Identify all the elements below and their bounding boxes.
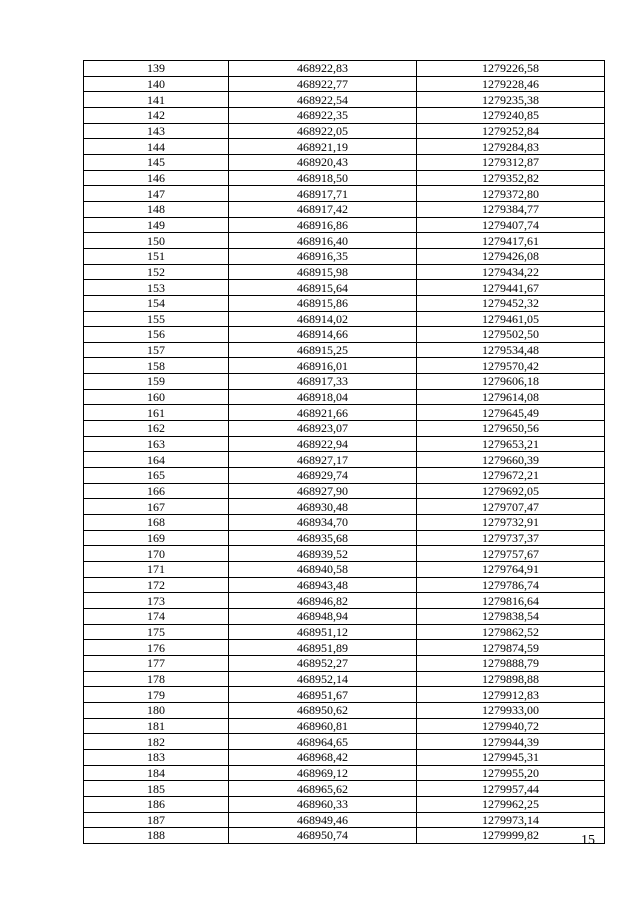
y-coordinate-cell: 1279502,50 [417, 327, 605, 343]
point-number-cell: 146 [84, 170, 229, 186]
x-coordinate-cell: 468960,33 [229, 796, 417, 812]
y-coordinate-cell: 1279660,39 [417, 452, 605, 468]
point-number-cell: 145 [84, 154, 229, 170]
table-row [84, 765, 605, 781]
y-coordinate-cell: 1279645,49 [417, 405, 605, 421]
point-number-cell: 158 [84, 358, 229, 374]
y-coordinate-cell: 1279707,47 [417, 499, 605, 515]
table-row [84, 139, 605, 155]
point-number-cell: 151 [84, 248, 229, 264]
x-coordinate-cell: 468927,17 [229, 452, 417, 468]
y-coordinate-cell: 1279838,54 [417, 608, 605, 624]
table-row [84, 264, 605, 280]
y-coordinate-cell: 1279352,82 [417, 170, 605, 186]
y-coordinate-cell: 1279888,79 [417, 655, 605, 671]
y-coordinate-cell: 1279240,85 [417, 107, 605, 123]
table-row [84, 749, 605, 765]
table-row [84, 655, 605, 671]
y-coordinate-cell: 1279957,44 [417, 781, 605, 797]
y-coordinate-cell: 1279933,00 [417, 702, 605, 718]
point-number-cell: 181 [84, 718, 229, 734]
point-number-cell: 157 [84, 342, 229, 358]
x-coordinate-cell: 468915,98 [229, 264, 417, 280]
point-number-cell: 152 [84, 264, 229, 280]
x-coordinate-cell: 468949,46 [229, 812, 417, 828]
y-coordinate-cell: 1279614,08 [417, 389, 605, 405]
x-coordinate-cell: 468968,42 [229, 749, 417, 765]
y-coordinate-cell: 1279226,58 [417, 61, 605, 77]
y-coordinate-cell: 1279945,31 [417, 749, 605, 765]
y-coordinate-cell: 1279786,74 [417, 577, 605, 593]
table-row [84, 421, 605, 437]
y-coordinate-cell: 1279672,21 [417, 468, 605, 484]
table-row [84, 374, 605, 390]
point-number-cell: 149 [84, 217, 229, 233]
point-number-cell: 159 [84, 374, 229, 390]
point-number-cell: 150 [84, 233, 229, 249]
point-number-cell: 147 [84, 186, 229, 202]
table-row [84, 546, 605, 562]
x-coordinate-cell: 468951,89 [229, 640, 417, 656]
table-row [84, 577, 605, 593]
point-number-cell: 143 [84, 123, 229, 139]
point-number-cell: 174 [84, 608, 229, 624]
x-coordinate-cell: 468914,02 [229, 311, 417, 327]
table-row [84, 389, 605, 405]
x-coordinate-cell: 468948,94 [229, 608, 417, 624]
point-number-cell: 142 [84, 107, 229, 123]
x-coordinate-cell: 468950,74 [229, 828, 417, 844]
y-coordinate-cell: 1279407,74 [417, 217, 605, 233]
y-coordinate-cell: 1279912,83 [417, 687, 605, 703]
y-coordinate-cell: 1279372,80 [417, 186, 605, 202]
point-number-cell: 153 [84, 280, 229, 296]
point-number-cell: 173 [84, 593, 229, 609]
table-row [84, 186, 605, 202]
y-coordinate-cell: 1279653,21 [417, 436, 605, 452]
page-number: 15 [581, 833, 595, 848]
table-row [84, 61, 605, 77]
x-coordinate-cell: 468922,54 [229, 92, 417, 108]
point-number-cell: 155 [84, 311, 229, 327]
table-row [84, 468, 605, 484]
y-coordinate-cell: 1279384,77 [417, 201, 605, 217]
point-number-cell: 170 [84, 546, 229, 562]
point-number-cell: 171 [84, 562, 229, 578]
y-coordinate-cell: 1279434,22 [417, 264, 605, 280]
y-coordinate-cell: 1279228,46 [417, 76, 605, 92]
x-coordinate-cell: 468914,66 [229, 327, 417, 343]
y-coordinate-cell: 1279764,91 [417, 562, 605, 578]
y-coordinate-cell: 1279816,64 [417, 593, 605, 609]
point-number-cell: 144 [84, 139, 229, 155]
x-coordinate-cell: 468940,58 [229, 562, 417, 578]
y-coordinate-cell: 1279312,87 [417, 154, 605, 170]
y-coordinate-cell: 1279862,52 [417, 624, 605, 640]
x-coordinate-cell: 468918,04 [229, 389, 417, 405]
x-coordinate-cell: 468922,05 [229, 123, 417, 139]
table-row [84, 608, 605, 624]
x-coordinate-cell: 468916,01 [229, 358, 417, 374]
x-coordinate-cell: 468921,66 [229, 405, 417, 421]
x-coordinate-cell: 468952,14 [229, 671, 417, 687]
x-coordinate-cell: 468950,62 [229, 702, 417, 718]
point-number-cell: 169 [84, 530, 229, 546]
y-coordinate-cell: 1279426,08 [417, 248, 605, 264]
x-coordinate-cell: 468952,27 [229, 655, 417, 671]
table-row [84, 233, 605, 249]
y-coordinate-cell: 1279461,05 [417, 311, 605, 327]
x-coordinate-cell: 468922,83 [229, 61, 417, 77]
x-coordinate-cell: 468922,35 [229, 107, 417, 123]
point-number-cell: 172 [84, 577, 229, 593]
x-coordinate-cell: 468916,35 [229, 248, 417, 264]
x-coordinate-cell: 468946,82 [229, 593, 417, 609]
table-row [84, 640, 605, 656]
y-coordinate-cell: 1279606,18 [417, 374, 605, 390]
table-row [84, 483, 605, 499]
table-row [84, 530, 605, 546]
table-row [84, 718, 605, 734]
x-coordinate-cell: 468917,42 [229, 201, 417, 217]
table-row [84, 107, 605, 123]
table-row [84, 734, 605, 750]
y-coordinate-cell: 1279650,56 [417, 421, 605, 437]
table-row [84, 154, 605, 170]
x-coordinate-cell: 468969,12 [229, 765, 417, 781]
table-row [84, 342, 605, 358]
table-row [84, 702, 605, 718]
table-row [84, 812, 605, 828]
x-coordinate-cell: 468922,94 [229, 436, 417, 452]
point-number-cell: 176 [84, 640, 229, 656]
point-number-cell: 156 [84, 327, 229, 343]
point-number-cell: 167 [84, 499, 229, 515]
y-coordinate-cell: 1279898,88 [417, 671, 605, 687]
point-number-cell: 164 [84, 452, 229, 468]
table-row [84, 358, 605, 374]
table-row [84, 781, 605, 797]
point-number-cell: 175 [84, 624, 229, 640]
table-row [84, 76, 605, 92]
y-coordinate-cell: 1279284,83 [417, 139, 605, 155]
point-number-cell: 168 [84, 515, 229, 531]
y-coordinate-cell: 1279874,59 [417, 640, 605, 656]
y-coordinate-cell: 1279757,67 [417, 546, 605, 562]
table-row [84, 295, 605, 311]
x-coordinate-cell: 468930,48 [229, 499, 417, 515]
table-row [84, 452, 605, 468]
table-row [84, 796, 605, 812]
y-coordinate-cell: 1279940,72 [417, 718, 605, 734]
point-number-cell: 187 [84, 812, 229, 828]
x-coordinate-cell: 468929,74 [229, 468, 417, 484]
x-coordinate-cell: 468915,86 [229, 295, 417, 311]
x-coordinate-cell: 468921,19 [229, 139, 417, 155]
table-row [84, 624, 605, 640]
table-row [84, 828, 605, 844]
y-coordinate-cell: 1279737,37 [417, 530, 605, 546]
x-coordinate-cell: 468960,81 [229, 718, 417, 734]
x-coordinate-cell: 468918,50 [229, 170, 417, 186]
coordinates-table-body [84, 61, 605, 844]
point-number-cell: 188 [84, 828, 229, 844]
table-row [84, 562, 605, 578]
x-coordinate-cell: 468917,33 [229, 374, 417, 390]
y-coordinate-cell: 1279955,20 [417, 765, 605, 781]
y-coordinate-cell: 1279534,48 [417, 342, 605, 358]
x-coordinate-cell: 468939,52 [229, 546, 417, 562]
point-number-cell: 178 [84, 671, 229, 687]
point-number-cell: 161 [84, 405, 229, 421]
table-row [84, 436, 605, 452]
y-coordinate-cell: 1279962,25 [417, 796, 605, 812]
point-number-cell: 140 [84, 76, 229, 92]
table-row [84, 499, 605, 515]
x-coordinate-cell: 468951,12 [229, 624, 417, 640]
point-number-cell: 184 [84, 765, 229, 781]
coordinates-table [83, 60, 605, 844]
x-coordinate-cell: 468923,07 [229, 421, 417, 437]
x-coordinate-cell: 468927,90 [229, 483, 417, 499]
table-row [84, 201, 605, 217]
point-number-cell: 186 [84, 796, 229, 812]
point-number-cell: 185 [84, 781, 229, 797]
point-number-cell: 154 [84, 295, 229, 311]
x-coordinate-cell: 468943,48 [229, 577, 417, 593]
table-row [84, 593, 605, 609]
point-number-cell: 177 [84, 655, 229, 671]
x-coordinate-cell: 468964,65 [229, 734, 417, 750]
x-coordinate-cell: 468920,43 [229, 154, 417, 170]
point-number-cell: 179 [84, 687, 229, 703]
table-row [84, 217, 605, 233]
x-coordinate-cell: 468916,40 [229, 233, 417, 249]
point-number-cell: 163 [84, 436, 229, 452]
x-coordinate-cell: 468915,64 [229, 280, 417, 296]
table-row [84, 170, 605, 186]
table-row [84, 123, 605, 139]
x-coordinate-cell: 468917,71 [229, 186, 417, 202]
table-row [84, 687, 605, 703]
y-coordinate-cell: 1279252,84 [417, 123, 605, 139]
point-number-cell: 160 [84, 389, 229, 405]
y-coordinate-cell: 1279999,82 [417, 828, 605, 844]
point-number-cell: 183 [84, 749, 229, 765]
x-coordinate-cell: 468934,70 [229, 515, 417, 531]
table-row [84, 311, 605, 327]
y-coordinate-cell: 1279973,14 [417, 812, 605, 828]
table-row [84, 671, 605, 687]
point-number-cell: 182 [84, 734, 229, 750]
point-number-cell: 148 [84, 201, 229, 217]
point-number-cell: 180 [84, 702, 229, 718]
y-coordinate-cell: 1279235,38 [417, 92, 605, 108]
point-number-cell: 166 [84, 483, 229, 499]
x-coordinate-cell: 468951,67 [229, 687, 417, 703]
table-row [84, 92, 605, 108]
y-coordinate-cell: 1279417,61 [417, 233, 605, 249]
x-coordinate-cell: 468915,25 [229, 342, 417, 358]
y-coordinate-cell: 1279441,67 [417, 280, 605, 296]
x-coordinate-cell: 468916,86 [229, 217, 417, 233]
table-row [84, 515, 605, 531]
y-coordinate-cell: 1279452,32 [417, 295, 605, 311]
point-number-cell: 165 [84, 468, 229, 484]
table-row [84, 405, 605, 421]
point-number-cell: 162 [84, 421, 229, 437]
table-row [84, 327, 605, 343]
y-coordinate-cell: 1279692,05 [417, 483, 605, 499]
y-coordinate-cell: 1279732,91 [417, 515, 605, 531]
x-coordinate-cell: 468965,62 [229, 781, 417, 797]
y-coordinate-cell: 1279944,39 [417, 734, 605, 750]
point-number-cell: 141 [84, 92, 229, 108]
y-coordinate-cell: 1279570,42 [417, 358, 605, 374]
x-coordinate-cell: 468935,68 [229, 530, 417, 546]
table-row [84, 280, 605, 296]
x-coordinate-cell: 468922,77 [229, 76, 417, 92]
point-number-cell: 139 [84, 61, 229, 77]
table-row [84, 248, 605, 264]
